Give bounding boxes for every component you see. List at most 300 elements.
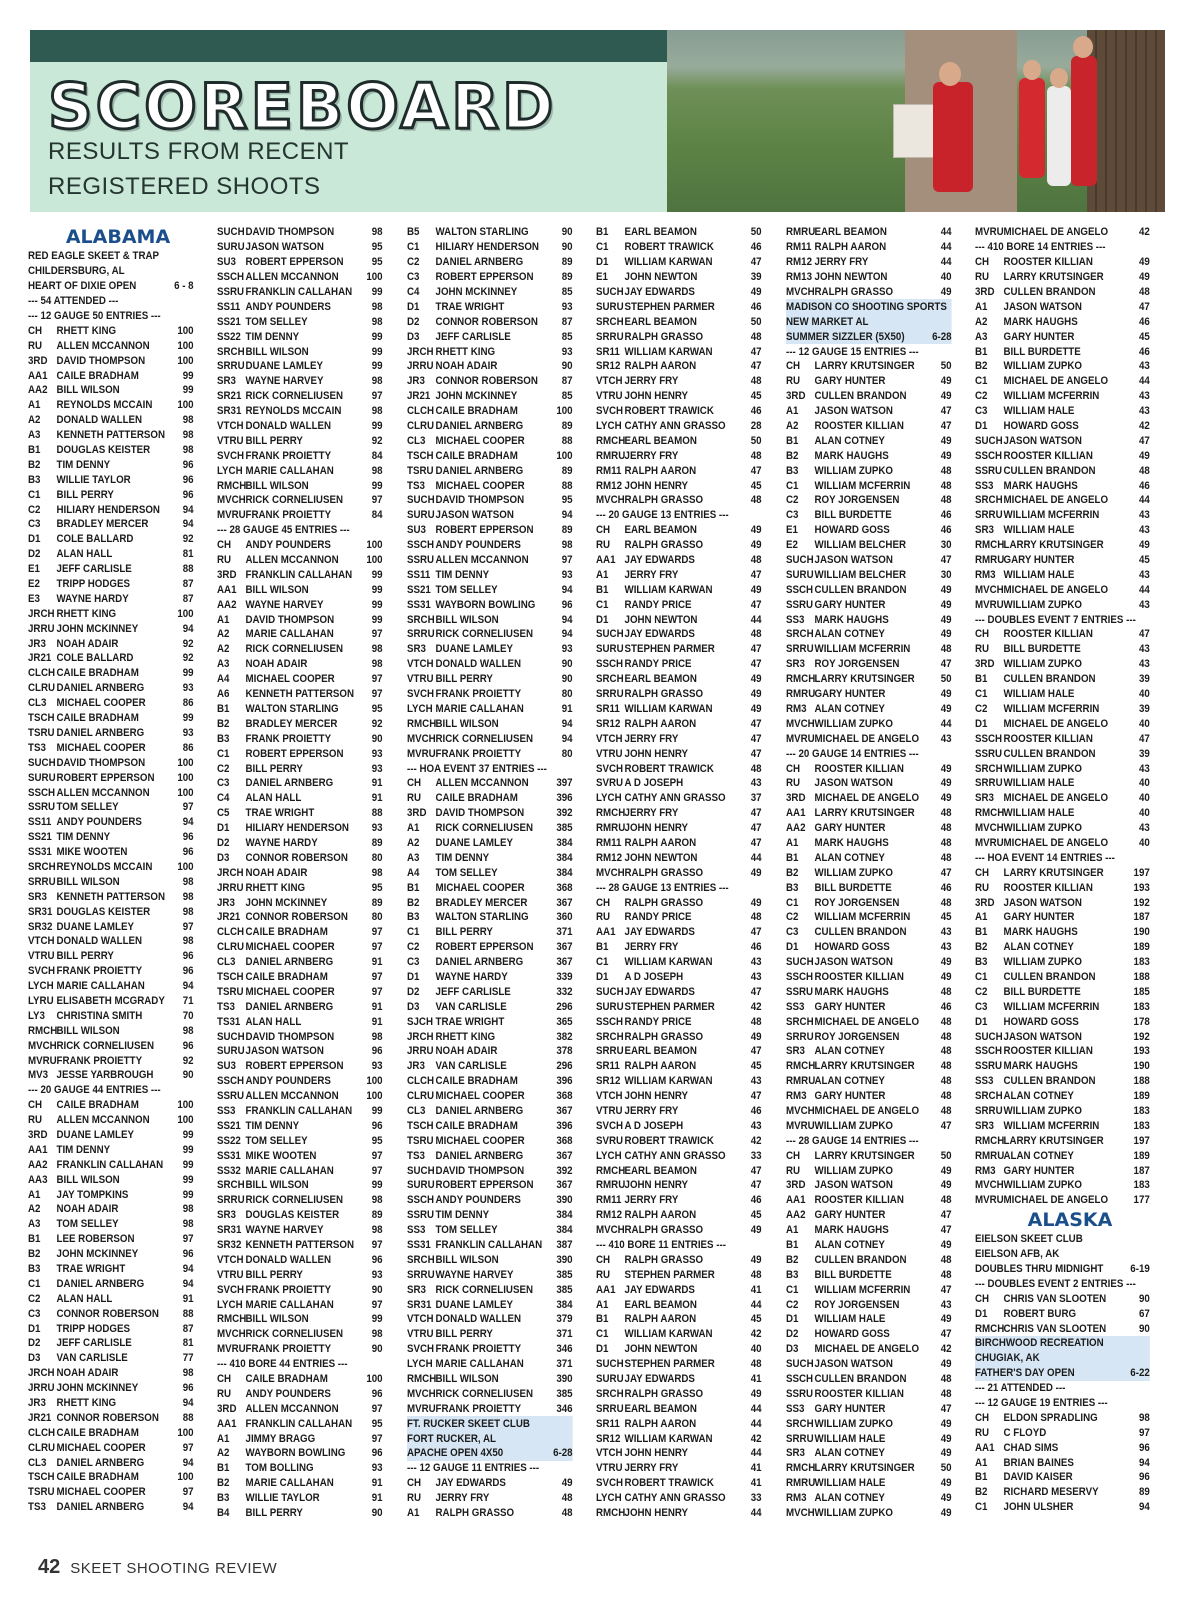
shooter-name: WAYNE HARVEY [245,1224,324,1237]
result-row [217,1491,383,1506]
class-code: RM12 [596,851,623,864]
class-code: CLCH [407,405,435,418]
class-code: SSCH [217,1075,245,1088]
result-row [28,487,194,502]
score: 39 [1138,673,1150,686]
class-code: SS31 [217,1149,241,1162]
class-code: SS21 [28,831,52,844]
class-code: SRRU [975,777,1003,790]
shooter-name: BILL WILSON [56,1173,120,1186]
result-row [786,806,952,821]
score: 99 [371,420,383,433]
shooter-name: WILLIAM MCFERRIN [1003,390,1100,403]
result-row [596,374,762,389]
score: 43 [1138,524,1150,537]
result-row [975,1485,1150,1500]
shooter-name: JASON WATSON [814,956,893,969]
result-row [786,582,952,597]
result-row [217,836,383,851]
class-code: VTRU [217,1268,244,1281]
result-row [786,672,952,687]
result-row [407,970,573,985]
result-row [28,502,194,517]
results-column-1 [28,225,208,1515]
club-info-text: SUMMER SIZZLER (5X50) [786,330,905,343]
class-code: SUCH [596,286,624,298]
shooter-name: JESSE YARBROUGH [56,1069,154,1082]
shooter-name: BILL WILSON [435,1253,499,1266]
class-code: SSCH [786,1373,814,1386]
shooter-name: BRIAN BAINES [1003,1456,1074,1469]
class-code: B1 [975,926,988,939]
shooter-name: CONNOR ROBERSON [56,1411,159,1424]
score: 187 [1133,911,1150,924]
result-row [407,523,573,538]
score: 88 [561,434,573,447]
result-row [596,1133,762,1148]
result-row [786,731,952,746]
class-code: CH [28,324,43,337]
class-code: SVCH [596,1119,624,1132]
shooter-name: RALPH AARON [814,241,887,254]
result-row [596,761,762,776]
score: 88 [182,1307,194,1320]
score: 390 [556,1373,573,1386]
class-code: SRCH [975,494,1003,507]
score: 385 [556,1387,573,1400]
result-row [407,478,573,493]
class-code: TSCH [217,970,244,983]
shooter-name: MIKE WOOTEN [56,846,128,859]
shooter-name: RHETT KING [245,881,306,894]
score: 47 [750,1164,762,1177]
class-code: SURU [596,643,624,656]
shooter-name: MARK HAUGHS [814,985,889,998]
shooter-name: WILLIAM ZUPKO [814,717,894,730]
shooter-name: RALPH GRASSO [624,494,704,507]
shooter-name: ALAN COTNEY [814,1045,885,1058]
photo-spectator-3 [1071,56,1097,186]
score: 48 [940,1268,952,1281]
shooter-name: ALAN COTNEY [814,1075,885,1088]
score: 99 [371,286,383,298]
result-row [217,672,383,687]
shooter-name: JAY EDWARDS [624,286,695,298]
club-info-line [407,1446,573,1461]
score: 96 [182,473,194,486]
score: 197 [1133,1134,1150,1147]
class-code: SR32 [217,1239,242,1251]
score: 47 [750,345,762,358]
class-code: LYCH [407,1358,433,1371]
score: 99 [371,360,383,373]
result-row [596,1178,762,1193]
result-row [407,880,573,895]
shooter-name: TOM SELLEY [435,866,498,879]
shooter-name: HOWARD GOSS [814,941,890,954]
shooter-name: ALLEN MCCANNON [56,786,150,799]
result-row [596,553,762,568]
score: 100 [177,1471,194,1484]
score: 96 [182,1248,194,1261]
result-row [596,1342,762,1357]
shooter-name: WAYNE HARVEY [245,375,324,388]
class-code: CH [975,1292,990,1305]
class-code: SRRU [786,643,814,656]
class-code: SR3 [975,792,994,805]
score: 100 [366,1090,383,1103]
score: 48 [940,985,952,998]
shooter-name: WILLIAM MCFERRIN [1003,509,1100,522]
result-row [975,1500,1150,1515]
shooter-name: ANDY POUNDERS [56,816,142,829]
result-row [28,1038,194,1053]
score: 97 [371,970,383,983]
class-code: D1 [975,717,988,730]
class-code: SR3 [28,890,47,903]
class-code: TSCH [407,1119,434,1132]
score: 43 [1138,598,1150,611]
result-row [28,979,194,994]
class-code: RMRU [975,1149,1005,1162]
score: 48 [750,1358,762,1371]
class-code: C3 [786,926,799,939]
shooter-name: CAILE BRADHAM [56,1471,139,1484]
class-code: C1 [786,1283,799,1296]
score: 46 [750,941,762,954]
shooter-name: MARK HAUGHS [814,1224,889,1237]
class-code: CLCH [407,1075,435,1088]
result-row [596,970,762,985]
class-code: RMRU [596,1179,626,1192]
class-code: D1 [217,822,230,835]
shooter-name: CULLEN BRANDON [1003,673,1096,686]
shooter-name: JASON WATSON [814,554,893,567]
result-row [407,597,573,612]
shooter-name: ROY JORGENSEN [814,658,900,671]
class-code: SRCH [975,762,1003,775]
class-code: VTCH [596,1447,623,1460]
class-code: MVRU [975,598,1004,611]
class-code: A4 [217,673,230,686]
result-row [596,1193,762,1208]
class-code: JR21 [28,1411,52,1424]
shooter-name: JEFF CARLISLE [56,563,132,576]
result-row [786,687,952,702]
result-row [975,984,1150,999]
score: 100 [366,539,383,552]
shooter-name: EARL BEAMON [624,1164,697,1177]
class-code: SURU [217,241,245,254]
result-row [217,791,383,806]
score: 93 [371,1462,383,1475]
result-row [217,448,383,463]
result-row [596,597,762,612]
shooter-name: A D JOSEPH [624,1119,684,1132]
class-code: CL3 [28,1456,47,1469]
result-row [28,1425,194,1440]
result-row [28,368,194,383]
result-row [407,776,573,791]
shooter-name: CULLEN BRANDON [814,583,907,596]
class-code: SUCH [786,1358,814,1371]
shooter-name: CULLEN BRANDON [814,390,907,403]
shooter-name: DANIEL ARNBERG [245,777,334,790]
score: 98 [182,1024,194,1037]
score: 93 [371,747,383,760]
shooter-name: WILLIAM KARWAN [624,702,713,715]
score: 42 [1138,420,1150,433]
result-row [975,1425,1150,1440]
class-code: A2 [217,1447,230,1460]
shooter-name: BILL WILSON [435,613,499,626]
shooter-name: STEPHEN PARMER [624,300,715,313]
result-row [407,1223,573,1238]
shooter-name: JERRY FRY [814,256,869,269]
shooter-name: DOUGLAS KEISTER [56,444,151,457]
result-row [786,448,952,463]
shooter-name: NOAH ADAIR [245,866,308,879]
result-row [975,1455,1150,1470]
score: 392 [556,807,573,820]
result-row [407,1208,573,1223]
score: 360 [556,911,573,924]
shooter-name: DANIEL ARNBERG [56,1501,145,1514]
class-code: SR3 [217,1209,236,1222]
score: 100 [177,324,194,337]
class-code: B2 [786,866,799,879]
class-code: TSCH [28,712,55,725]
score: 95 [371,702,383,715]
class-code: AA1 [596,554,616,567]
score: 47 [750,643,762,656]
result-row [28,1053,194,1068]
class-code: SR12 [596,360,621,373]
class-code: AA1 [596,926,616,939]
class-code: SVCH [217,449,245,462]
result-row [217,970,383,985]
class-code: SRCH [596,673,624,686]
shooter-name: ANDY POUNDERS [245,1075,331,1088]
shooter-name: CONNOR ROBERSON [56,1307,159,1320]
score: 97 [371,1432,383,1445]
class-code: SR11 [596,1060,620,1073]
class-code: B1 [217,1462,230,1475]
result-row [975,776,1150,791]
result-row [217,1074,383,1089]
shooter-name: CAILE BRADHAM [56,667,139,680]
class-code: LYRU [28,994,54,1007]
result-row [407,687,573,702]
shooter-name: LEE ROBERSON [56,1233,135,1246]
shooter-name: JOHN HENRY [624,747,689,760]
result-row [28,1142,194,1157]
score: 49 [940,1179,952,1192]
class-code: SRRU [407,1268,435,1281]
class-code: SRRU [596,1045,624,1058]
class-code: SUCH [596,628,624,641]
score: 96 [182,965,194,978]
shooter-name: ROOSTER KILLIAN [1003,1045,1093,1058]
result-row [596,567,762,582]
class-code: A4 [407,866,420,879]
result-row [975,1074,1150,1089]
result-row [786,374,952,389]
score: 47 [750,1090,762,1103]
class-code: B2 [786,449,799,462]
result-row [596,1252,762,1267]
class-code: AA1 [217,1417,237,1430]
shooter-name: RICK CORNELIUSEN [245,1328,343,1341]
score: 99 [182,667,194,680]
result-row [407,716,573,731]
score: 80 [371,851,383,864]
result-row [596,285,762,300]
result-row [407,806,573,821]
club-info-text: EIELSON SKEET CLUB [975,1233,1083,1246]
result-row [407,1044,573,1059]
photo-shooter [933,82,973,192]
result-row [407,1342,573,1357]
class-code: SSRU [28,801,56,814]
score: 45 [940,911,952,924]
shooter-name: MICHAEL DE ANGELO [1003,494,1109,507]
result-row [975,225,1150,240]
result-row [596,687,762,702]
score: 95 [561,494,573,507]
class-code: SRCH [786,1015,814,1028]
shooter-name: ROY JORGENSEN [814,1298,900,1311]
class-code: MVRU [786,732,815,745]
result-row [975,285,1150,300]
shooter-name: FRANKLIN CALLAHAN [56,1158,164,1171]
result-row [407,389,573,404]
class-code: B1 [596,583,609,596]
shooter-name: MICHAEL DE ANGELO [814,1343,920,1356]
class-code: MVCH [786,717,815,730]
result-row [975,642,1150,657]
result-row [975,895,1150,910]
shooter-name: FRANKLIN CALLAHAN [245,568,353,581]
shooter-name: FRANK PROIETTY [435,747,522,760]
class-code: SS3 [786,1000,805,1013]
score: 45 [1138,330,1150,343]
class-code: D1 [596,613,609,626]
result-row [217,1282,383,1297]
result-row [217,538,383,553]
score: 91 [371,1477,383,1490]
shooter-name: JASON WATSON [435,509,514,522]
shooter-name: JAY EDWARDS [624,628,695,641]
shooter-name: STEPHEN PARMER [624,643,715,656]
shooter-name: DUANE LAMLEY [56,920,134,933]
shooter-name: BRADLEY MERCER [245,717,338,730]
class-code: SVCH [407,688,435,701]
class-code: SR31 [217,405,242,418]
class-code: D1 [786,1313,799,1326]
class-code: SSRU [786,985,814,998]
class-code: SVCH [596,762,624,775]
shooter-name: HILIARY HENDERSON [435,241,539,254]
result-row [975,538,1150,553]
result-row [975,448,1150,463]
result-row [407,1506,573,1521]
score: 94 [561,717,573,730]
score: 94 [182,1501,194,1514]
class-code: MVCH [596,494,625,507]
result-row [28,1351,194,1366]
class-code: JRRU [407,360,434,373]
class-code: LYCH [28,980,54,993]
state-heading: ALABAMA [65,226,171,248]
class-code: SUCH [217,226,245,239]
score: 87 [182,1322,194,1335]
score: 50 [750,315,762,328]
score: 49 [750,866,762,879]
shooter-name: ROBERT EPPERSON [56,771,155,784]
result-row [28,1440,194,1455]
result-row [786,657,952,672]
score: 100 [177,771,194,784]
shooter-name: MICHAEL DE ANGELO [814,1104,920,1117]
class-code: B2 [28,1248,41,1261]
class-code: SRCH [407,1253,435,1266]
result-row [28,413,194,428]
event-header: --- 20 GAUGE 13 ENTRIES --- [596,509,729,522]
result-row [786,553,952,568]
class-code: B1 [786,851,799,864]
score: 97 [371,673,383,686]
event-header: --- 12 GAUGE 19 ENTRIES --- [975,1397,1108,1410]
photo-shooter-head [939,62,961,86]
result-row [407,999,573,1014]
class-code: RU [596,539,611,552]
shooter-name: ALAN COTNEY [814,434,885,447]
class-code: A1 [786,1224,799,1237]
score: 49 [750,896,762,909]
shooter-name: STEPHEN PARMER [624,1358,715,1371]
result-row [596,716,762,731]
result-row [28,904,194,919]
score: 193 [1133,1045,1150,1058]
score: 98 [371,464,383,477]
score: 48 [940,1075,952,1088]
score: 47 [750,1045,762,1058]
class-code: TS3 [407,1149,425,1162]
result-row [596,1089,762,1104]
class-code: D1 [975,1015,988,1028]
class-code: B3 [786,881,799,894]
shooter-name: ALAN COTNEY [814,1447,885,1460]
result-row [217,404,383,419]
class-code: B3 [28,1263,41,1275]
shooter-name: JOHN HENRY [624,822,689,835]
shooter-name: BILL BURDETTE [814,509,892,522]
score: 42 [750,1432,762,1445]
shooter-name: WILLIAM HALE [1003,524,1075,537]
event-header: --- 28 GAUGE 45 ENTRIES --- [217,524,350,537]
score: 88 [371,807,383,820]
class-code: RU [217,554,232,567]
result-row [217,731,383,746]
score: 90 [561,241,573,254]
shooter-name: RALPH GRASSO [624,896,704,909]
class-code: RMCH [596,807,626,820]
photo-spectator-2-head [1050,68,1068,88]
class-code: A3 [975,330,988,343]
score: 40 [1138,807,1150,820]
class-code: RM3 [975,1164,996,1177]
